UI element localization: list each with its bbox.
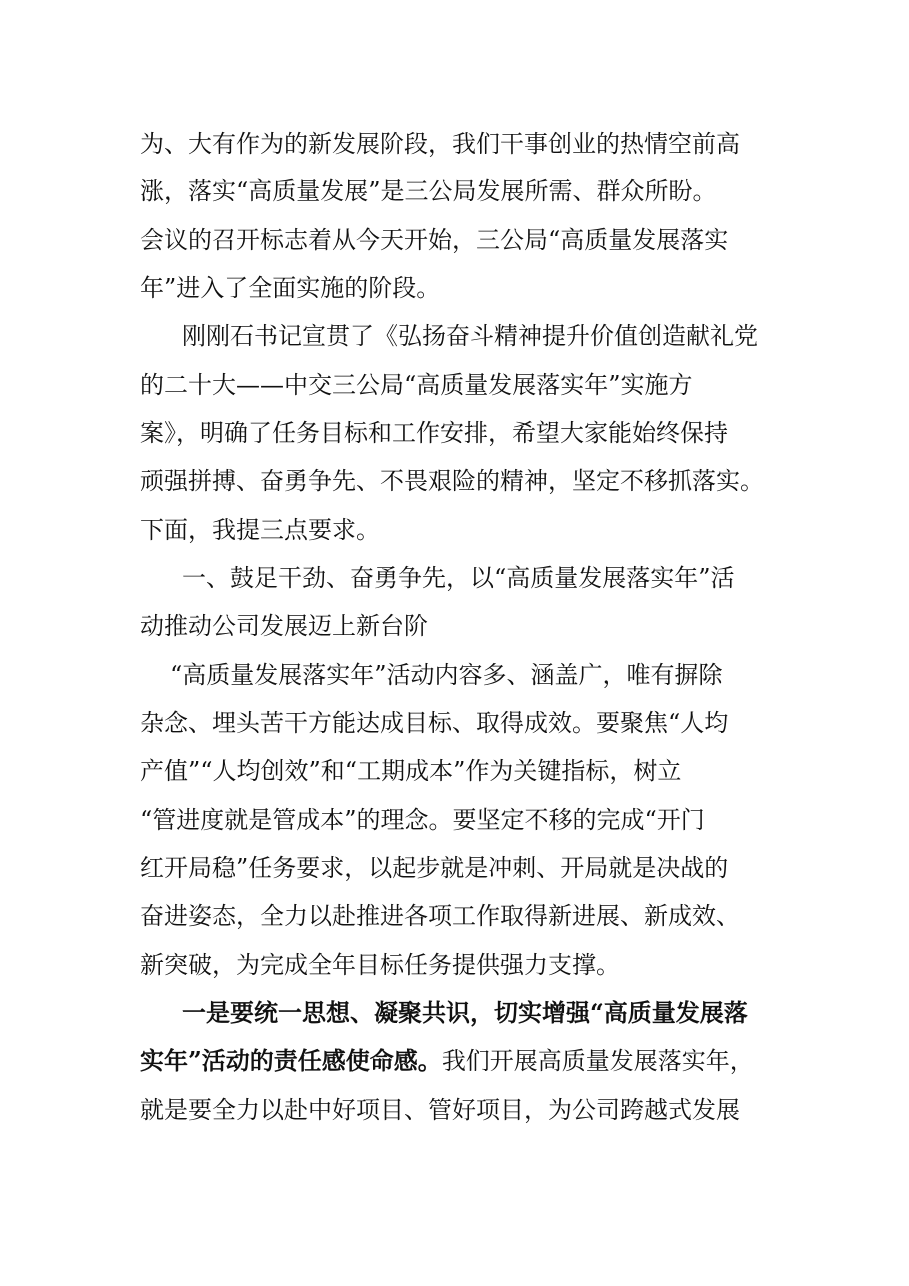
text-line-6: 的二十大——中交三公局“高质量发展落实年”实施方	[140, 371, 693, 399]
bold-point-line-2: 实年”活动的责任感使命感。	[140, 1046, 442, 1075]
text-line-20	[140, 1046, 780, 1076]
text-line-5: 刚刚石书记宣贯了《弘扬奋斗精神提升价值创造献礼党	[182, 322, 758, 350]
text-line-8: 顽强拼搏、奋勇争先、不畏艰险的精神，坚定不移抓落实。	[140, 467, 764, 495]
text-line-20-rest: 我们开展高质量发展落实年，	[441, 1047, 754, 1075]
text-line-7: 案》，明确了任务目标和工作安排，希望大家能始终保持	[140, 419, 728, 447]
text-line-13: 杂念、埋头苦干方能达成目标、取得成效。要聚焦“人均	[140, 709, 729, 737]
text-line-18: 新突破，为完成全年目标任务提供强力支撑。	[140, 951, 620, 979]
text-line-16: 红开局稳”任务要求，以起步就是冲刺、开局就是决战的	[140, 854, 729, 882]
text-line-2: 涨，落实“高质量发展”是三公局发展所需、群众所盼。	[140, 177, 717, 205]
text-line-3: 会议的召开标志着从今天开始，三公局“高质量发展落实	[140, 226, 729, 254]
text-line-4: 年”进入了全面实施的阶段。	[140, 274, 441, 302]
text-line-14: 产值”“人均创效”和“工期成本”作为关键指标，树立	[140, 757, 682, 785]
text-line-9: 下面，我提三点要求。	[140, 516, 380, 544]
bold-point-line-1: 一是要统一思想、凝聚共识，切实增强“高质量发展落	[182, 998, 748, 1027]
text-line-1: 为、大有作为的新发展阶段，我们干事创业的热情空前高	[140, 130, 740, 158]
section-heading-line-1: 一、鼓足干劲、奋勇争先，以“高质量发展落实年”活	[182, 564, 735, 592]
text-line-15: “管进度就是管成本”的理念。要坚定不移的完成“开门	[140, 806, 705, 834]
text-line-12: “高质量发展落实年”活动内容多、涵盖广，唯有摒除	[170, 661, 723, 689]
section-heading-line-2: 动推动公司发展迈上新台阶	[140, 612, 428, 640]
text-line-17: 奋进姿态，全力以赴推进各项工作取得新进展、新成效、	[140, 902, 740, 930]
text-line-21: 就是要全力以赴中好项目、管好项目，为公司跨越式发展	[140, 1096, 740, 1124]
